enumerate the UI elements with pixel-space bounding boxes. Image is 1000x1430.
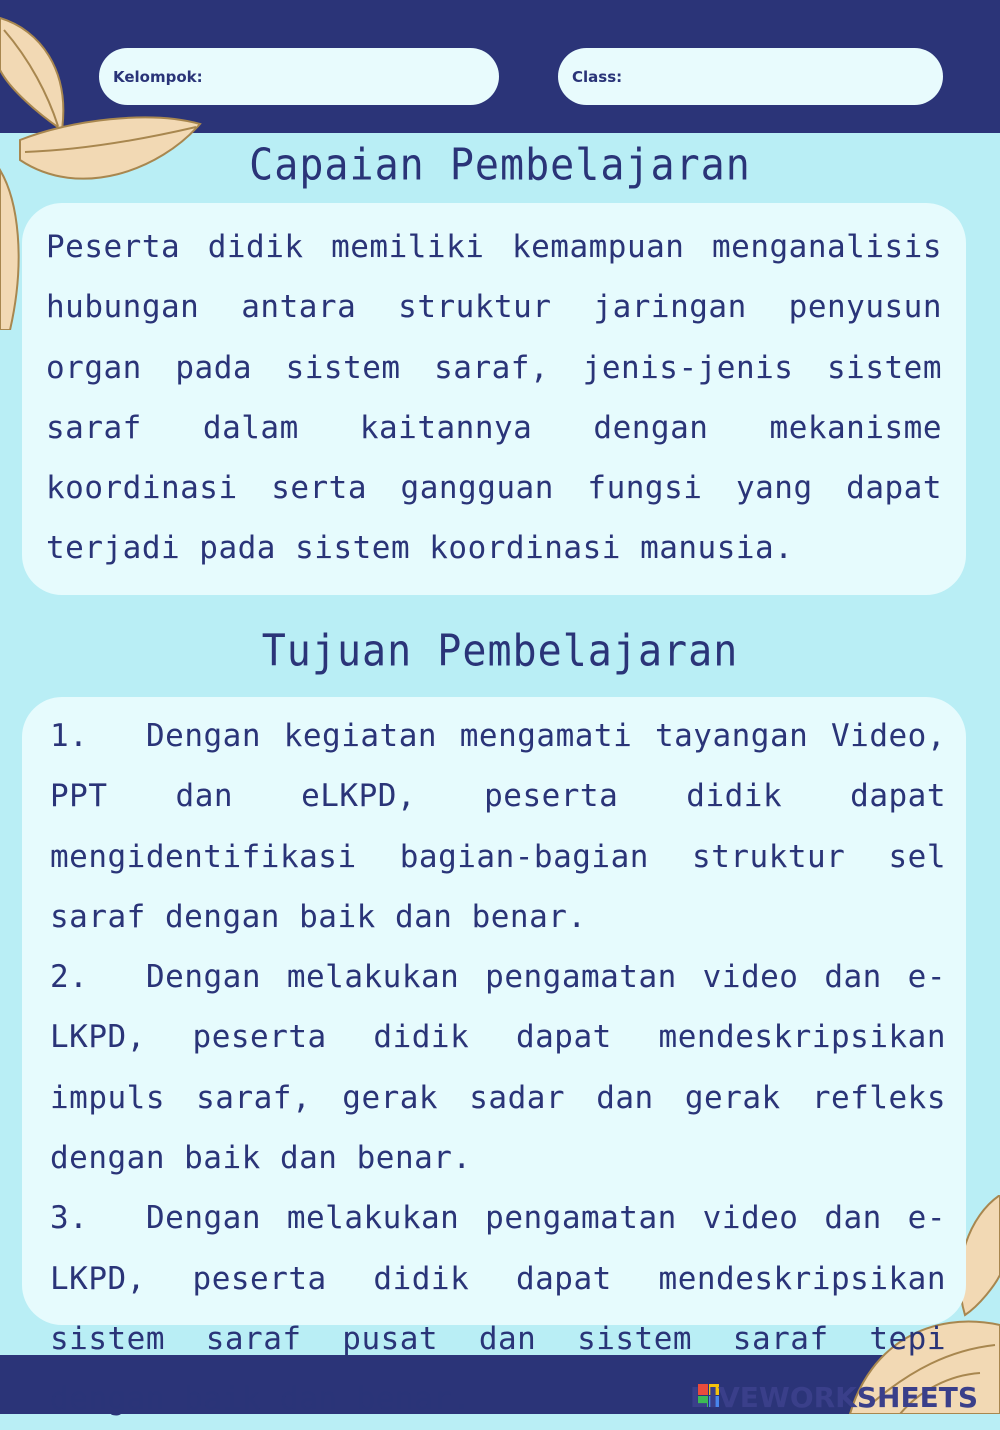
item-text: Dengan melakukan pengamatan video dan e-LKPD, peserta didik dapat mendeskripsikan sistem saraf pusat dan sistem saraf tepi dengan baik dan benar. [50, 1200, 946, 1418]
section2-title: Tujuan Pembelajaran [261, 625, 739, 677]
watermark: LIVEWORKSHEETS [689, 1381, 978, 1414]
item-number: 3. [50, 1200, 89, 1237]
section1-title: Capaian Pembelajaran [249, 139, 751, 191]
item-text: Dengan melakukan pengamatan video dan e-LKPD, peserta didik dapat mendeskripsikan impuls saraf, gerak sadar dan gerak refleks dengan baik dan benar. [50, 959, 946, 1177]
class-input[interactable] [628, 56, 943, 98]
group-field[interactable] [99, 48, 499, 105]
item-number: 1. [50, 718, 89, 754]
section2-list [50, 706, 946, 1430]
class-field[interactable] [558, 48, 943, 105]
list-item [50, 947, 946, 1188]
section1-paragraph: Peserta didik memiliki kemampuan menganalisis hubungan antara struktur jaringan penyusun organ pada sistem saraf, jenis-jenis sistem saraf dalam kaitannya dengan mekanisme koordinasi serta gangguan fungsi yang dapat terjadi pada sistem koordinasi manusia. [46, 229, 942, 567]
group-label: Kelompok: [113, 67, 203, 86]
item-text: Dengan kegiatan mengamati tayangan Video, PPT dan eLKPD, peserta didik dapat mengidentifikasi bagian-bagian struktur sel saraf dengan baik dan benar. [50, 718, 946, 935]
list-item [50, 706, 946, 947]
class-label: Class: [572, 67, 623, 86]
item-number: 2. [50, 959, 89, 996]
group-input[interactable] [209, 56, 499, 98]
